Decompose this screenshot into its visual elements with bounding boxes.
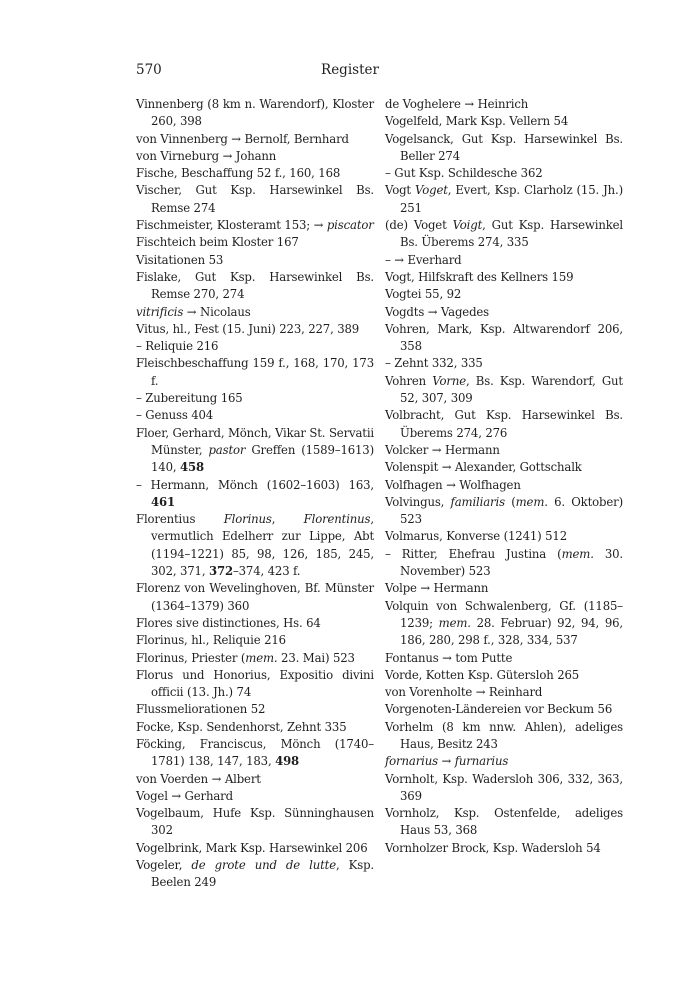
index-entry <box>385 650 623 667</box>
index-entry <box>136 736 374 771</box>
index-entry-text: Vornholt, Ksp. Wadersloh 306, 332, 363, 369 <box>385 771 623 803</box>
index-entry-text: Vogt, Hilfskraft des Kellners 159 <box>385 269 574 284</box>
index-entry-text: Vinnenberg (8 km n. Warendorf), Kloster 260, 398 <box>136 97 374 129</box>
index-entry-text: Vogtei 55, 92 <box>385 287 462 302</box>
right-index-column <box>385 96 623 857</box>
index-entry <box>385 805 623 840</box>
index-entry-text: Vorne <box>432 373 466 388</box>
index-entry <box>385 442 623 459</box>
index-entry <box>385 269 623 286</box>
index-entry <box>385 165 623 182</box>
index-entry-text: ( <box>504 494 516 509</box>
index-entry-text: Föcking, Franciscus, Mönch (1740–1781) 138, 147, 183, <box>136 736 374 769</box>
index-entry <box>136 511 374 580</box>
index-entry-text: (de) Voget <box>385 218 453 233</box>
index-entry-text: Greffen (1589–1613) 140, <box>151 442 374 475</box>
index-entry-text: Vorde, Kotten Ksp. Gütersloh 265 <box>385 667 580 682</box>
index-entry-text: de grote und de lutte <box>191 858 336 873</box>
index-entry <box>136 857 374 892</box>
index-entry <box>136 390 374 407</box>
index-entry-text: Volcker → Hermann <box>385 442 500 457</box>
index-entry <box>136 338 374 355</box>
index-entry-text: pastor <box>208 442 246 457</box>
index-entry-text: 461 <box>151 494 175 509</box>
index-entry-text: von Vinnenberg → Bernolf, Bernhard <box>136 131 349 146</box>
index-entry-text: Fontanus → tom Putte <box>385 650 513 665</box>
index-entry <box>136 96 374 131</box>
index-entry-text: Vohren, Mark, Ksp. Altwarendorf 206, 358 <box>385 321 623 354</box>
index-entry-text: – Gut Ksp. Schildesche 362 <box>385 166 543 181</box>
index-entry <box>385 667 623 684</box>
index-entry-text: vitrificis <box>136 304 184 319</box>
index-entry <box>136 425 374 477</box>
left-index-column <box>136 96 374 892</box>
page-number: 570 <box>136 62 162 78</box>
index-entry-text: Vogelbrink, Mark Ksp. Harsewinkel 206 <box>136 840 368 855</box>
index-entry-text: Florinus <box>223 512 272 527</box>
index-entry <box>136 234 374 251</box>
index-entry-text: Vogelfeld, Mark Ksp. Vellern 54 <box>385 114 569 129</box>
index-entry-text: – Reliquie 216 <box>136 339 219 354</box>
index-entry-text: Fischmeister, Klosteramt 153; → <box>136 218 327 233</box>
index-entry-text: Vohren <box>385 373 433 388</box>
index-entry-text: , Gut Ksp. Harsewinkel Bs. Überems 274, 335 <box>400 218 623 250</box>
index-entry <box>385 840 623 857</box>
index-entry-text: Vischer, Gut Ksp. Harsewinkel Bs. Remse 274 <box>136 183 374 215</box>
index-entry-text: Floer, Gerhard, Mönch, Vikar St. Servatii Münster, <box>136 425 374 457</box>
index-entry-text: mem. <box>438 615 471 630</box>
index-entry <box>385 528 623 545</box>
index-entry-text: – Zehnt 332, 335 <box>385 356 483 371</box>
index-entry-text: Fische, Beschaffung 52 f., 160, 168 <box>136 166 341 181</box>
index-entry <box>136 650 374 667</box>
index-entry <box>136 269 374 304</box>
index-entry-text: 6. Oktober) 523 <box>400 494 623 527</box>
index-entry <box>136 771 374 788</box>
index-entry <box>385 753 623 770</box>
index-entry <box>385 131 623 166</box>
index-entry-text: 23. Mai) 523 <box>277 650 355 665</box>
index-entry-text: Volquin von Schwalenberg, Gf. (1185–1239; <box>385 598 623 630</box>
index-entry <box>385 373 623 408</box>
index-entry-text: Vitus, hl., Fest (15. Juni) 223, 227, 389 <box>136 321 360 336</box>
index-entry-text: – Ritter, Ehefrau Justina ( <box>385 546 562 561</box>
index-entry <box>385 684 623 701</box>
index-entry-text: Focke, Ksp. Sendenhorst, Zehnt 335 <box>136 719 347 734</box>
index-entry <box>136 580 374 615</box>
index-entry-text: Vogeler, <box>136 858 192 873</box>
index-entry-text: 372 <box>208 564 233 579</box>
index-entry-text: Florinus, Priester ( <box>136 650 246 665</box>
index-entry-text: Vogelsanck, Gut Ksp. Harsewinkel Bs. Beller 274 <box>385 131 623 163</box>
index-entry-text: Vogelbaum, Hufe Ksp. Sünninghausen 302 <box>136 806 374 838</box>
index-entry <box>385 494 623 529</box>
index-entry <box>136 667 374 702</box>
index-entry-text: Volpe → Hermann <box>385 581 489 596</box>
index-entry-text: Volfhagen → Wolfhagen <box>385 477 521 492</box>
index-entry-text: – Hermann, Mönch (1602–1603) 163, <box>136 477 374 492</box>
index-entry <box>136 840 374 857</box>
index-entry-text: Florus und Honorius, Expositio divini officii (13. Jh.) 74 <box>136 667 374 700</box>
index-entry <box>136 148 374 165</box>
index-entry-text: mem. <box>245 650 278 665</box>
index-entry-text: Volenspit → Alexander, Gottschalk <box>385 460 582 475</box>
index-entry-text: –374, 423 f. <box>232 564 301 579</box>
index-entry <box>136 321 374 338</box>
index-entry-text: von Vorenholte → Reinhard <box>385 685 543 700</box>
index-entry-text: piscator <box>326 218 374 233</box>
index-entry-text: familiaris <box>450 494 505 509</box>
index-entry <box>385 252 623 269</box>
index-entry <box>385 113 623 130</box>
index-entry-text: , Evert, Ksp. Clarholz (15. Jh.) 251 <box>400 183 623 215</box>
index-entry <box>136 165 374 182</box>
index-entry-text: fornarius <box>385 754 438 769</box>
index-entry-text: Vogt <box>385 183 416 198</box>
index-entry-text: Vornholzer Brock, Ksp. Wadersloh 54 <box>385 840 601 855</box>
index-entry <box>385 546 623 581</box>
index-entry <box>136 131 374 148</box>
index-entry <box>136 615 374 632</box>
index-entry <box>385 771 623 806</box>
index-entry-text: , Ksp. Beelen 249 <box>151 858 374 890</box>
index-entry <box>136 407 374 424</box>
index-entry-text: von Virneburg → Johann <box>136 148 277 163</box>
index-entry-text: mem. <box>515 494 548 509</box>
index-entry <box>385 286 623 303</box>
index-entry <box>136 355 374 390</box>
index-entry-text: Vogdts → Vagedes <box>385 304 490 319</box>
page-header <box>0 62 700 80</box>
index-entry-text: Flussmeliorationen 52 <box>136 702 266 717</box>
index-entry-text: Fleischbeschaffung 159 f., 168, 170, 173 f. <box>136 356 374 388</box>
index-entry-text: – → Everhard <box>385 252 462 267</box>
index-entry-text: , vermutlich Edelherr zur Lippe, Abt (1194–1221) 85, 98, 126, 185, 245, 302, 371, <box>151 512 374 579</box>
index-entry-text: → <box>437 754 455 769</box>
index-entry-text: Volmarus, Konverse (1241) 512 <box>385 529 567 544</box>
index-entry-text: – Zubereitung 165 <box>136 391 243 406</box>
index-entry <box>136 477 374 512</box>
index-entry-text: furnarius <box>454 754 509 769</box>
index-entry-text: Voget <box>415 183 448 198</box>
index-entry <box>385 217 623 252</box>
index-entry <box>385 701 623 718</box>
index-entry <box>385 580 623 597</box>
index-entry <box>136 217 374 234</box>
index-entry-text: mem. <box>561 546 594 561</box>
index-entry <box>136 719 374 736</box>
index-entry-text: Fislake, Gut Ksp. Harsewinkel Bs. Remse 270, 274 <box>136 269 374 302</box>
index-entry-text: Florentius <box>136 512 224 527</box>
index-entry-text: Volvingus, <box>385 494 451 509</box>
index-entry-text: , <box>271 512 304 527</box>
index-entry-text: Volbracht, Gut Ksp. Harsewinkel Bs. Überems 274, 276 <box>385 408 623 440</box>
index-entry-text: Vogel → Gerhard <box>136 788 233 803</box>
index-entry <box>136 701 374 718</box>
index-entry <box>385 355 623 372</box>
index-entry-text: 28. Februar) 92, 94, 96, 186, 280, 298 f., 328, 334, 537 <box>400 615 623 648</box>
index-entry <box>136 304 374 321</box>
index-entry-text: Voigt <box>452 218 483 233</box>
index-entry <box>385 304 623 321</box>
index-entry-text: Florinus, hl., Reliquie 216 <box>136 633 286 648</box>
index-entry <box>385 719 623 754</box>
index-entry-text: Visitationen 53 <box>136 252 224 267</box>
index-entry <box>136 805 374 840</box>
index-entry <box>385 598 623 650</box>
index-entry <box>136 632 374 649</box>
index-entry <box>385 321 623 356</box>
index-entry-text: Florentinus <box>303 512 371 527</box>
index-entry-text: Florenz von Wevelinghoven, Bf. Münster (1364–1379) 360 <box>136 581 374 613</box>
index-entry-text: 498 <box>275 754 300 769</box>
index-entry <box>136 788 374 805</box>
index-entry <box>136 252 374 269</box>
index-entry-text: Vorgenoten-Ländereien vor Beckum 56 <box>385 702 613 717</box>
index-entry <box>385 477 623 494</box>
index-entry <box>136 182 374 217</box>
index-entry <box>385 459 623 476</box>
index-entry-text: → Nicolaus <box>183 304 251 319</box>
index-entry <box>385 407 623 442</box>
index-entry-text: – Genuss 404 <box>136 408 214 423</box>
index-entry-text: von Voerden → Albert <box>136 771 261 786</box>
index-entry-text: Fischteich beim Kloster 167 <box>136 235 299 250</box>
index-entry-text: 30. November) 523 <box>400 546 623 579</box>
index-entry-text: de Voghelere → Heinrich <box>385 97 529 111</box>
index-entry-text: , Bs. Ksp. Warendorf, Gut 52, 307, 309 <box>400 373 623 406</box>
index-entry <box>385 96 623 113</box>
index-entry-text: Vorhelm (8 km nnw. Ahlen), adeliges Haus, Besitz 243 <box>385 719 623 751</box>
index-entry-text: Flores sive distinctiones, Hs. 64 <box>136 615 321 630</box>
index-entry-text: Vornholz, Ksp. Ostenfelde, adeliges Haus 53, 368 <box>385 806 623 838</box>
running-head: Register <box>321 62 379 78</box>
index-entry <box>385 182 623 217</box>
index-entry-text: 458 <box>180 460 204 475</box>
